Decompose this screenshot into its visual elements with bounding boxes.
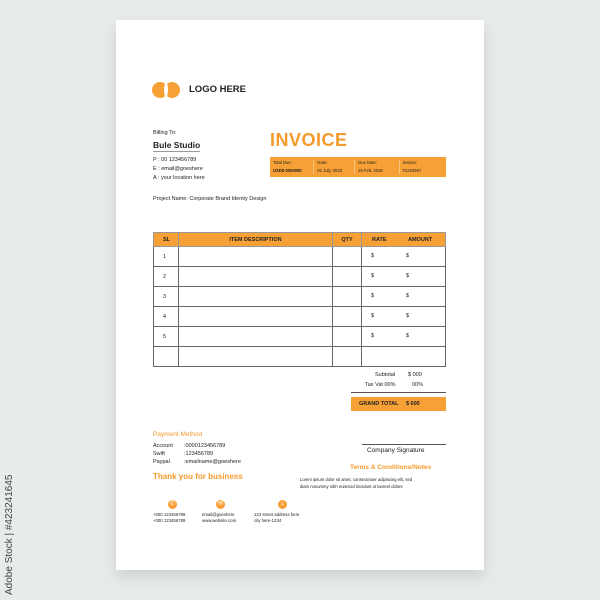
table-row bbox=[154, 327, 446, 347]
row-description bbox=[179, 347, 333, 367]
table-header bbox=[154, 233, 446, 247]
row-sl: 2 bbox=[154, 267, 179, 287]
project-name: Project Name: Corporate Brand Identiy Design bbox=[153, 196, 267, 202]
client-email: E : email@goeshere bbox=[153, 166, 203, 172]
header-sl: SL bbox=[154, 233, 179, 247]
row-rate-amount: $ $ bbox=[362, 247, 446, 267]
row-qty bbox=[333, 347, 362, 367]
invoice-number-label: Invoice: bbox=[402, 160, 418, 165]
invoice-title: INVOICE bbox=[270, 130, 348, 150]
row-qty bbox=[333, 287, 362, 307]
client-name: Bule Studio bbox=[153, 140, 201, 150]
table-row bbox=[154, 347, 446, 367]
row-sl: 3 bbox=[154, 287, 179, 307]
row-description bbox=[179, 287, 333, 307]
total-due-value: USD$ 0000000 bbox=[273, 168, 302, 173]
payment-title: Payment Method bbox=[153, 431, 203, 438]
totals-divider bbox=[351, 392, 446, 393]
tax-value: 00% bbox=[412, 382, 424, 388]
subtotal-value: $ 000 bbox=[408, 372, 422, 378]
logo-text: LOGO HERE bbox=[189, 84, 247, 95]
row-sl: 5 bbox=[154, 327, 179, 347]
header-description: ITEM DESCRIPTION bbox=[179, 233, 333, 247]
row-rate-amount: $ $ bbox=[362, 287, 446, 307]
total-due-label: Total Due: bbox=[273, 160, 292, 165]
thank-you-text: Thank you for business bbox=[153, 472, 243, 481]
row-qty bbox=[333, 247, 362, 267]
header-rate-amount: RATE AMOUNT bbox=[362, 233, 446, 247]
row-description bbox=[179, 327, 333, 347]
date-value: 01 July, 2020 bbox=[317, 168, 343, 173]
home-icon: ⌂ bbox=[278, 500, 287, 509]
terms-title: Terms & Conditions/Notes bbox=[350, 464, 432, 471]
tax-label: Tax Vat 00% bbox=[365, 382, 396, 388]
row-rate-amount: $ $ bbox=[362, 267, 446, 287]
client-phone: P : 00 123456789 bbox=[153, 157, 197, 163]
watermark: Adobe Stock | #423241645 bbox=[4, 474, 15, 595]
invoice-info-bar bbox=[270, 157, 446, 177]
row-rate-amount bbox=[362, 347, 446, 367]
row-sl bbox=[154, 347, 179, 367]
invoice-number-value: #1234567 bbox=[402, 168, 422, 173]
grand-total-label: GRAND TOTAL bbox=[359, 401, 399, 407]
subtotal-label: Subtotal bbox=[375, 372, 396, 378]
due-date-label: Due Date: bbox=[358, 160, 378, 165]
grand-total-value: $ 000 bbox=[405, 401, 420, 407]
row-description bbox=[179, 267, 333, 287]
row-sl: 4 bbox=[154, 307, 179, 327]
items-table bbox=[153, 232, 446, 367]
row-qty bbox=[333, 307, 362, 327]
date-label: Date: bbox=[317, 160, 328, 165]
contact-address: 123 street address here city here-1234 bbox=[254, 512, 300, 523]
grand-total-bar bbox=[351, 397, 446, 411]
payment-details: Account :0000123456789 Swift :123456789 Paypal :emailname@goeshere bbox=[153, 443, 241, 465]
row-description bbox=[179, 307, 333, 327]
table-row bbox=[154, 267, 446, 287]
billing-label: Billing To: bbox=[153, 130, 177, 136]
row-qty bbox=[333, 267, 362, 287]
row-sl: 1 bbox=[154, 247, 179, 267]
table-row bbox=[154, 247, 446, 267]
row-rate-amount: $ $ bbox=[362, 307, 446, 327]
terms-text: Lorem ipsum dolor sit amet, consectetuer adipiscing elit, sed diam nonummy nibh euismod tincidunt ut laoreet dolore bbox=[300, 477, 413, 489]
row-rate-amount: $ $ bbox=[362, 327, 446, 347]
contact-phone: +000 123456789 +000 123456789 bbox=[153, 512, 186, 523]
contact-email: email@goeshere www.website.com bbox=[202, 512, 237, 523]
email-icon: ✉ bbox=[217, 501, 224, 507]
header-qty: QTY bbox=[333, 233, 362, 247]
row-description bbox=[179, 247, 333, 267]
table-row bbox=[154, 287, 446, 307]
phone-icon: ✆ bbox=[169, 501, 176, 507]
row-qty bbox=[333, 327, 362, 347]
client-address: A : your location here bbox=[153, 175, 205, 181]
logo-mark-icon bbox=[152, 82, 180, 98]
signature-line bbox=[362, 444, 446, 445]
company-signature: Company Signature bbox=[367, 447, 425, 454]
due-date-value: 25 Feb, 2020 bbox=[358, 168, 383, 173]
table-row bbox=[154, 307, 446, 327]
